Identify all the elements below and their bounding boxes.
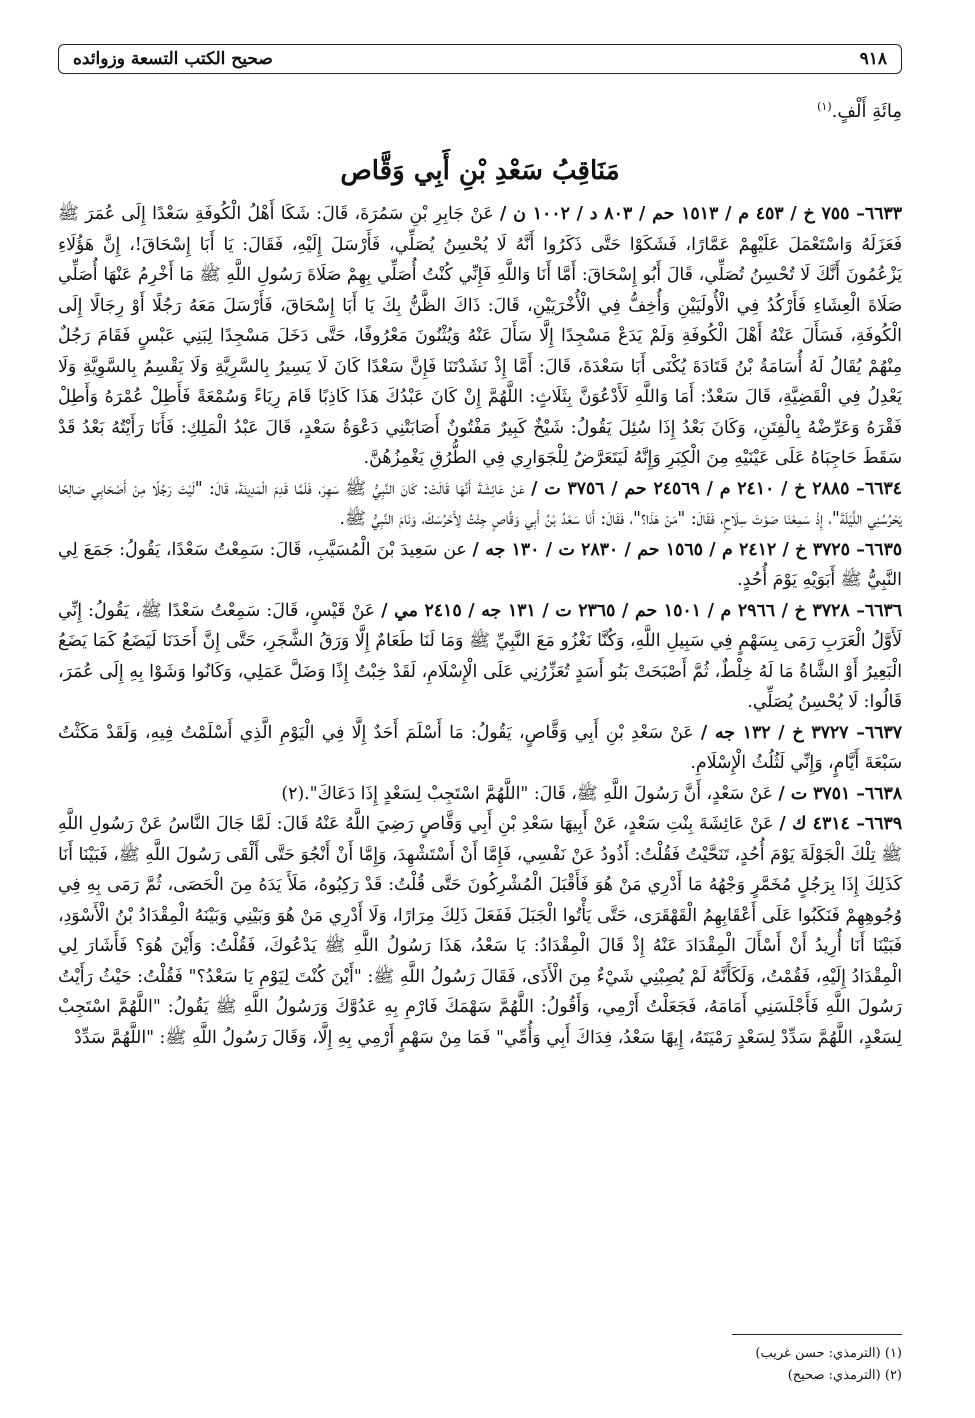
hadith-reference: ٦٦٣٨– ٣٧٥١ ت / (778, 783, 902, 804)
hadith-text: عَنْ سَعْدِ بْنِ أَبِي وَقَّاصٍ، يَقُولُ: مَا أَسْلَمَ أَحَدٌ إِلَّا فِي الْيَوْمِ الَّذِي أَسْلَمْتُ فِيهِ، وَلَقَدْ مَكَثْتُ سَبْعَةَ أَيَّامٍ، وَإِنِّي لَثُلُثُ الْإِسْلَامِ. (58, 722, 902, 773)
section-title: مَنَاقِبُ سَعْدِ بْنِ أَبِي وَقَّاص (340, 156, 620, 186)
footnote-marker: (١) (817, 100, 832, 113)
page-number: ٩١٨ (859, 49, 887, 69)
hadith-text: عَنْ عَائِشَةَ بِنْتِ سَعْدٍ، عَنْ أَبِيهَا سَعْدِ بْنِ أَبِي وَقَّاصٍ رَضِيَ اللَّهُ عَنْهُ قَالَ: لَمَّا جَالَ النَّاسُ عَنْ رَسُولِ اللَّهِ ﷺ تِلْكَ الْجَوْلَةَ يَوْمَ أُحُدٍ، تَنَحَّيْتُ فَقُلْتُ: أَذُودُ عَنْ نَفْسِي، فَإِمَّا أَنْ أَسْتَشْهِدَ، وَإِمَّا أَنْ أَنْجُوَ حَتَّى أَلْقَى رَسُولَ اللَّهِ ﷺ، فَبَيْنَا أَنَا كَذَلِكَ إِذَا بِرَجُلٍ مُخَمَّرٍ وَجْهُهُ مَا أَدْرِي مَنْ هُوَ فَأَقْبَلَ الْمُشْرِكُونَ حَتَّى قُلْتُ: قَدْ رَكِبُوهُ، مَلَأَ يَدَهُ مِنَ الْحَصَى، ثُمَّ رَمَى بِهِ فِي وُجُوهِهِمْ فَنَكَبُوا عَلَى أَعْقَابِهِمُ الْقَهْقَرَى، حَتَّى يَأْتُوا الْجَبَلَ فَفَعَلَ ذَلِكَ مِرَارًا، وَلَا أَدْرِي مَنْ هُوَ وَبَيْنِي وَبَيْنَهُ الْمِقْدَادُ بْنُ الْأَسْوَدِ، فَبَيْنَا أَنَا أُرِيدُ أَنْ أَسْأَلَ الْمِقْدَادَ عَنْهُ إِذْ قَالَ الْمِقْدَادُ: يَا سَعْدُ، هَذَا رَسُولُ اللَّهِ ﷺ يَدْعُوكَ، فَقُلْتُ: وَأَيْنَ هُوَ؟ فَأَشَارَ لِي الْمِقْدَادُ إِلَيْهِ، فَقُمْتُ، وَلَكَأَنَّهُ لَمْ يُصِبْنِي شَيْءٌ مِنَ الْأَذَى، فَقَالَ رَسُولُ اللَّهِ ﷺ: "أَيْنَ كُنْتَ لِيَوْمِ يَا سَعْدُ؟" فَقُلْتُ: حَيْثُ رَأَيْتُ رَسُولَ اللَّهِ فَأَجْلَسَنِي أَمَامَهُ، فَجَعَلْتُ أَرْمِي، وَأَقُولُ: اللَّهُمَّ سَهْمَكَ فَارْمِ بِهِ عَدُوَّكَ وَرَسُولُ اللَّهِ ﷺ يَقُولُ: "اللَّهُمَّ اسْتَجِبْ لِسَعْدٍ، اللَّهُمَّ سَدِّدْ لِسَعْدٍ رَمْيَتَهُ، إِيهًا سَعْدُ، فِدَاكَ أَبِي وَأُمِّي" فَمَا مِنْ سَهْمٍ أَرْمِي بِهِ إِلَّا، وَقَالَ رَسُولُ اللَّهِ ﷺ: "اللَّهُمَّ سَدِّدْ (58, 814, 902, 1048)
hadith-6633 (58, 199, 902, 474)
hadith-reference: ٦٦٣٩– ٤٣١٤ ك / (779, 814, 902, 834)
hadith-reference: ٦٦٣٦– ٣٧٢٨ خ / ٢٩٦٦ م / ١٥٠١ حم / ٢٣٦٥ ت / ١٣١ جه / ٢٤١٥ مي / (381, 600, 902, 621)
hadith-reference: ٦٦٣٥– ٣٧٢٥ خ / ٢٤١٢ م / ١٥٦٥ حم / ٢٨٣٠ ت / ١٣٠ جه / (472, 539, 902, 560)
hadith-6635 (58, 535, 902, 596)
footnote-divider (732, 1334, 902, 1335)
hadith-6636 (58, 596, 902, 718)
hadith-6634 (58, 474, 902, 535)
hadith-text: عَنْ عَائِشَةَ أَنَّهَا قَالَتْ: كَانَ النَّبِيُّ ﷺ سَهِرَ، فَلَمَّا قَدِمَ الْمَدِينَةَ، قَالَ: "لَيْتَ رَجُلًا مِنْ أَصْحَابِي صَالِحًا يَحْرُسُنِي اللَّيْلَةَ"، إِذْ سَمِعْنَا صَوْتَ سِلَاحٍ، فَقَالَ: "مَنْ هَذَا؟"، فَقَالَ: أَنَا سَعْدُ بْنُ أَبِي وَقَّاصٍ جِئْتُ لِأَحْرُسَكَ، وَنَامَ النَّبِيُّ ﷺ. (58, 478, 902, 529)
hadith-reference: ٦٦٣٤– ٢٨٨٥ خ / ٢٤١٠ م / ٢٤٥٦٩ حم / ٣٧٥٦ ت / (531, 478, 902, 499)
hadith-list (58, 199, 902, 1324)
hadith-reference: ٦٦٣٣– ٧٥٥ خ / ٤٥٣ م / ١٥١٣ حم / ٨٠٣ د / ١٠٠٢ ن / (500, 204, 902, 224)
hadith-6637 (58, 718, 902, 779)
carryover-line (817, 92, 902, 127)
hadith-text: عَنْ جَابِرِ بْنِ سَمُرَةَ، قَالَ: شَكَا أَهْلُ الْكُوفَةِ سَعْدًا إِلَى عُمَرَ ﷺ فَعَزَلَهُ وَاسْتَعْمَلَ عَلَيْهِمْ عَمَّارًا، فَشَكَوْا حَتَّى ذَكَرُوا أَنَّهُ لَا يُحْسِنُ يُصَلِّي، فَأَرْسَلَ إِلَيْهِ، فَقَالَ: يَا أَبَا إِسْحَاقَ!، إِنَّ هَؤُلَاءِ يَزْعُمُونَ أَنَّكَ لَا تُحْسِنُ تُصَلِّي، قَالَ أَبُو إِسْحَاقَ: أَمَّا أَنَا وَاللَّهِ فَإِنِّي كُنْتُ أُصَلِّي بِهِمْ صَلَاةَ رَسُولِ اللَّهِ ﷺ مَا أَخْرِمُ عَنْهَا أُصَلِّي صَلَاةَ الْعِشَاءِ فَأَرْكُدُ فِي الْأُولَيَيْنِ وَأُخِفُّ فِي الْأُخْرَيَيْنِ، قَالَ: ذَاكَ الظَّنُّ بِكَ يَا أَبَا إِسْحَاقَ، فَأَرْسَلَ مَعَهُ رَجُلًا أَوْ رِجَالًا إِلَى الْكُوفَةِ، فَسَأَلَ عَنْهُ أَهْلَ الْكُوفَةِ وَلَمْ يَدَعْ مَسْجِدًا إِلَّا سَأَلَ عَنْهُ وَيُثْنُونَ مَعْرُوفًا، حَتَّى دَخَلَ مَسْجِدًا لِبَنِي عَبْسٍ فَقَامَ رَجُلٌ مِنْهُمْ يُقَالُ لَهُ أُسَامَةُ بْنُ قَتَادَةَ يُكْنَى أَبَا سَعْدَةَ، قَالَ: أَمَّا إِذْ نَشَدْتَنَا فَإِنَّ سَعْدًا كَانَ لَا يَسِيرُ بِالسَّرِيَّةِ وَلَا يَقْسِمُ بِالسَّوِيَّةِ وَلَا يَعْدِلُ فِي الْقَضِيَّةِ، قَالَ سَعْدٌ: أَمَا وَاللَّهِ لَأَدْعُوَنَّ بِثَلَاثٍ: اللَّهُمَّ إِنْ كَانَ عَبْدُكَ هَذَا كَاذِبًا قَامَ رِيَاءً وَسُمْعَةً فَأَطِلْ عُمْرَهُ وَأَطِلْ فَقْرَهُ وَعَرِّضْهُ بِالْفِتَنِ، وَكَانَ بَعْدُ إِذَا سُئِلَ يَقُولُ: شَيْخٌ كَبِيرٌ مَفْتُونٌ أَصَابَتْنِي دَعْوَةُ سَعْدٍ، قَالَ عَبْدُ الْمَلِكِ: فَأَنَا رَأَيْتُهُ بَعْدُ قَدْ سَقَطَ حَاجِبَاهُ عَلَى عَيْنَيْهِ مِنَ الْكِبَرِ وَإِنَّهُ لَيَتَعَرَّضُ لِلْجَوَارِي فِي الطُّرُقِ يَغْمِزُهُنَّ. (58, 204, 902, 468)
running-header (58, 44, 902, 74)
hadith-text: عن سَعِيدَ بْنَ الْمُسَيَّبِ، قَالَ: سَمِعْتُ سَعْدًا، يَقُولُ: جَمَعَ لِي النَّبِيُّ ﷺ أَبَوَيْهِ يَوْمَ أُحُدٍ. (58, 539, 902, 590)
footnote-2: (٢) (الترمذي: صحيح) (787, 1368, 902, 1383)
hadith-text: عَنْ سَعْدٍ، أَنَّ رَسُولَ اللَّهِ ﷺ، قَالَ: "اللَّهُمَّ اسْتَجِبْ لِسَعْدٍ إِذَا دَعَاكَ".(٢) (281, 783, 773, 804)
hadith-6639 (58, 809, 902, 1053)
book-title: صحيح الكتب التسعة وزوائده (73, 49, 273, 69)
hadith-6638 (58, 779, 902, 810)
hadith-reference: ٦٦٣٧– ٣٧٢٧ خ / ١٣٢ جه / (700, 722, 902, 743)
footnote-1: (١) (الترمذي: حسن غريب) (755, 1346, 902, 1361)
footnotes (58, 1334, 902, 1387)
page (58, 44, 902, 1394)
carryover-text: مِائَةِ أَلْفٍ. (831, 101, 902, 122)
hadith-text: عَنْ قَيْسٍ، قَالَ: سَمِعْتُ سَعْدًا ﷺ، يَقُولُ: إِنِّي لَأَوَّلُ الْعَرَبِ رَمَى بِسَهْمٍ فِي سَبِيلِ اللَّهِ، وَكُنَّا نَغْزُو مَعَ النَّبِيِّ ﷺ وَمَا لَنَا طَعَامٌ إِلَّا وَرَقُ الشَّجَرِ، حَتَّى إِنَّ أَحَدَنَا لَيَضَعُ كَمَا يَضَعُ الْبَعِيرُ أَوْ الشَّاةُ مَا لَهُ خِلْطٌ، ثُمَّ أَصْبَحَتْ بَنُو أَسَدٍ تُعَزِّرُنِي عَلَى الْإِسْلَامِ، لَقَدْ خِبْتُ إِذًا وَضَلَّ عَمَلِي، وَكَانُوا وَشَوْا بِهِ إِلَى عُمَرَ، قَالُوا: لَا يُحْسِنُ يُصَلِّي. (58, 600, 902, 712)
